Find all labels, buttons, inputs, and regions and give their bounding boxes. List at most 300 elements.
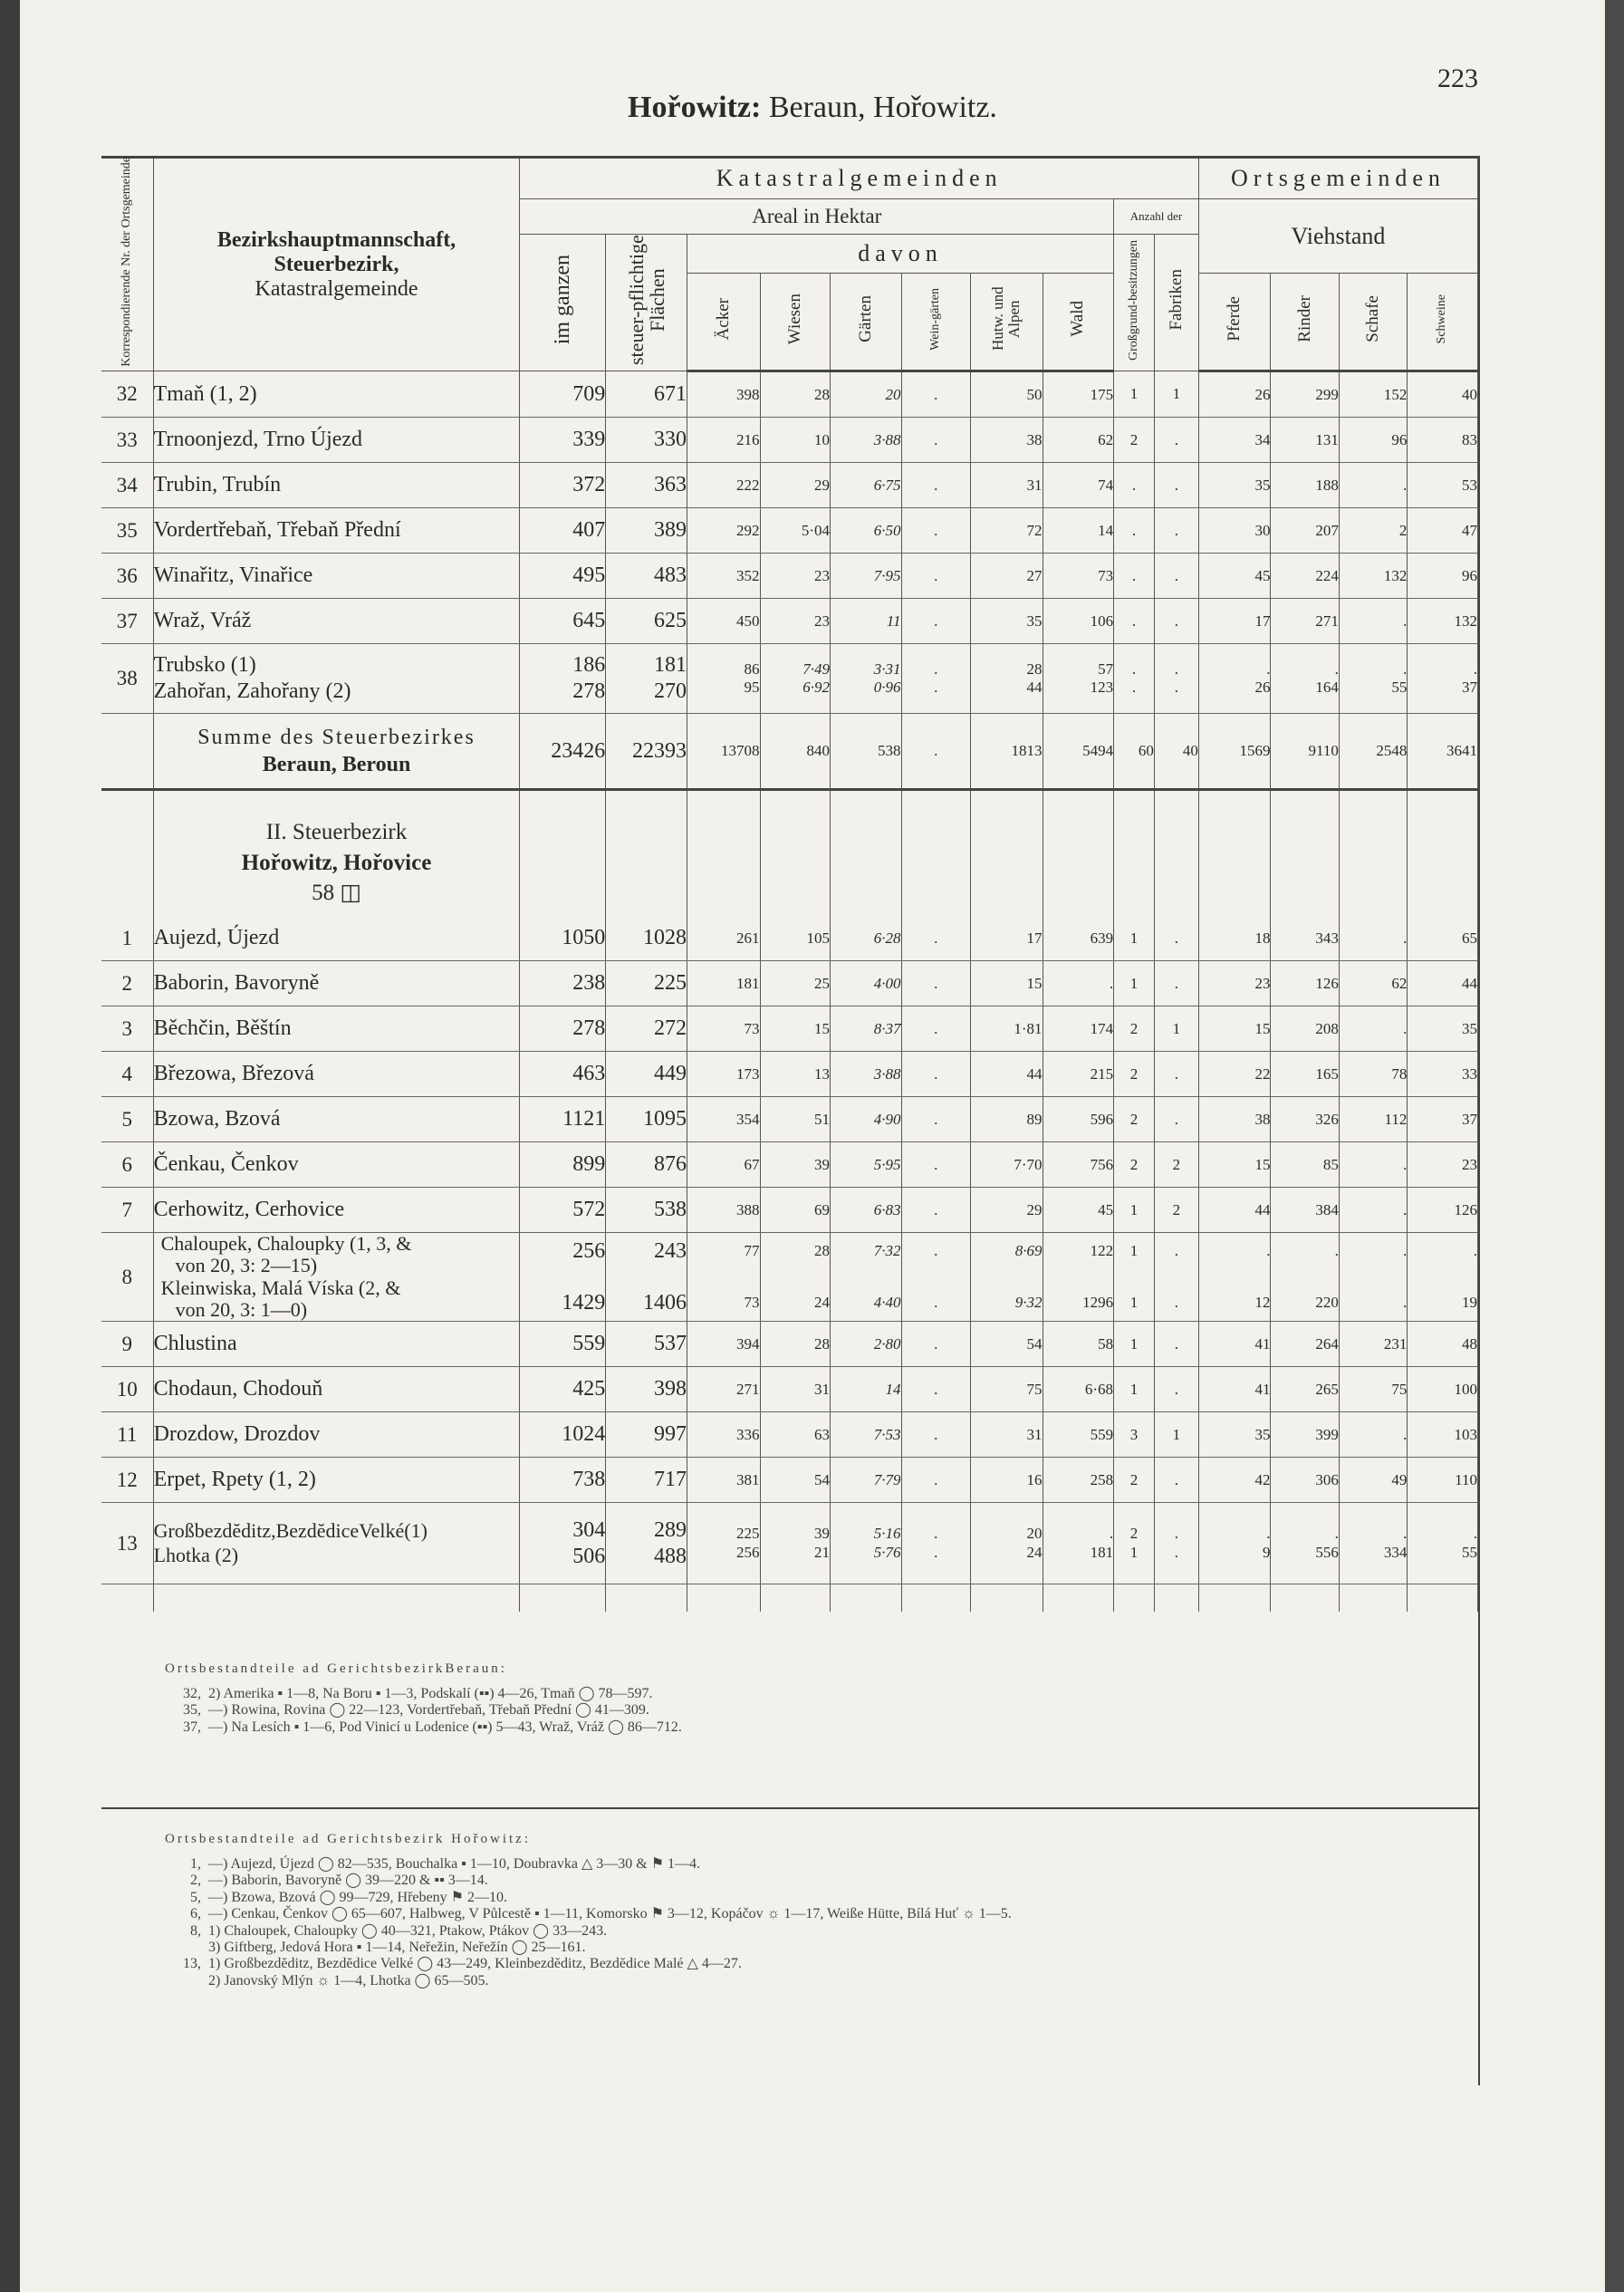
table-cell-part: Chaloupek, Chaloupky (1, 3, & — [160, 1232, 412, 1256]
table-cell-part — [687, 1233, 760, 1322]
table-cell-part — [1114, 644, 1155, 714]
col-hutw — [971, 274, 1043, 371]
table-cell-part: . — [1131, 679, 1137, 696]
cell-a: 67 — [687, 1142, 760, 1188]
cell-gt: 7·53 — [831, 1412, 902, 1458]
cell-wa: 58 — [1043, 1322, 1114, 1367]
notes-beraun — [165, 1661, 682, 1736]
cell-wa: 62 — [1043, 418, 1114, 463]
cell-r: 224 — [1271, 554, 1339, 599]
table-cell-part — [831, 1584, 902, 1612]
cell-a: 394 — [687, 1322, 760, 1367]
col-steuer — [606, 235, 687, 371]
table-cell-part — [1114, 1242, 1154, 1312]
cell-gr: 3 — [1114, 1412, 1155, 1458]
areal-header: Areal in Hektar — [520, 199, 1114, 235]
cell-w: 25 — [760, 961, 831, 1006]
cell-h: 44 — [971, 1052, 1043, 1097]
cell-wa: 106 — [1043, 599, 1114, 644]
cell-h: 72 — [971, 508, 1043, 554]
cell-r: 384 — [1271, 1188, 1339, 1233]
cell-w: 54 — [760, 1458, 831, 1503]
davon-header — [687, 235, 1113, 274]
cell-gt: 20 — [831, 371, 902, 418]
table-cell-part — [520, 1517, 605, 1570]
table-cell-part — [1340, 1525, 1407, 1562]
cell-g: 425 — [520, 1367, 606, 1412]
table-cell-part: 488 — [653, 1544, 687, 1568]
table-cell-part — [154, 652, 520, 705]
table-cell-part: . — [1334, 1242, 1339, 1260]
cell-sw: 83 — [1408, 418, 1478, 463]
table-cell-part: . — [1131, 660, 1137, 678]
cell-p: 22 — [1198, 1052, 1271, 1097]
table-cell-part: 60 — [1114, 714, 1155, 790]
cell-p: 41 — [1198, 1322, 1271, 1367]
table-cell-part — [1155, 1242, 1198, 1312]
table-cell-part: 4·40 — [873, 1293, 901, 1311]
table-cell-part — [1043, 1233, 1114, 1322]
note-line — [165, 1873, 1012, 1889]
cell-sw: 96 — [1408, 554, 1478, 599]
table-cell-part: 7·32 — [873, 1242, 901, 1260]
table-cell-part: Fabriken — [1166, 269, 1186, 331]
cell-s: 330 — [606, 418, 687, 463]
cell-sw: 110 — [1408, 1458, 1478, 1503]
table-cell-part — [687, 660, 760, 698]
row-number: 6 — [101, 1142, 153, 1188]
table-cell-part — [1043, 790, 1114, 917]
cell-sc: . — [1339, 1412, 1407, 1458]
cell-wa: 6·68 — [1043, 1367, 1114, 1412]
table-cell-part: . — [1174, 660, 1179, 678]
table-cell-part: 2548 — [1339, 714, 1407, 790]
cell-h: 29 — [971, 1188, 1043, 1233]
cell-wa: 756 — [1043, 1142, 1114, 1188]
table-cell-part: 5·76 — [873, 1543, 901, 1561]
cell-sc: 62 — [1339, 961, 1407, 1006]
cell-sc: 132 — [1339, 554, 1407, 599]
cell-r: 207 — [1271, 508, 1339, 554]
note-line — [165, 1973, 1012, 1989]
table-cell-part: 289 — [653, 1517, 687, 1542]
table-cell-part: 256 — [572, 1238, 606, 1263]
page-title-bold: Hořowitz: — [628, 91, 762, 124]
table-cell-part: . — [1473, 1242, 1477, 1260]
table-cell-part — [831, 660, 901, 698]
table-cell-part: 1569 — [1198, 714, 1271, 790]
table-cell-part — [831, 1525, 901, 1562]
left-page-edge — [0, 0, 20, 2292]
table-cell-part — [687, 1242, 760, 1312]
table-cell-part — [687, 1525, 760, 1562]
page-number: 223 — [1437, 63, 1478, 93]
table-cell-part: 77 — [744, 1242, 760, 1260]
table-cell-part: Schweine — [1435, 294, 1449, 344]
page — [20, 0, 1605, 2292]
table-cell-part — [901, 1233, 970, 1322]
cell-we: . — [901, 463, 970, 508]
table-cell-part: 1406 — [642, 1290, 687, 1315]
table-cell-part — [1408, 790, 1478, 917]
table-cell-part: Trubsko (1) — [153, 653, 256, 678]
cell-g: 372 — [520, 463, 606, 508]
col-korr-header — [101, 158, 153, 371]
table-cell-part — [1408, 1584, 1478, 1612]
cell-sc: . — [1339, 599, 1407, 644]
cell-we: . — [901, 418, 970, 463]
table-cell-part — [1155, 1525, 1198, 1562]
cell-p: 38 — [1198, 1097, 1271, 1142]
table-cell-part: steuer-pflichtige Flächen — [624, 235, 668, 365]
cell-r: 131 — [1271, 418, 1339, 463]
cell-s: 398 — [606, 1367, 687, 1412]
cell-r: 165 — [1271, 1052, 1339, 1097]
table-cell-part: 1 — [1129, 1543, 1139, 1561]
cell-sw: 47 — [1408, 508, 1478, 554]
table-cell-part: . — [901, 714, 970, 790]
table-cell-part — [901, 1503, 970, 1584]
table-cell-part — [1408, 1242, 1477, 1312]
table-cell-part: . — [1174, 1242, 1179, 1260]
cell-sc: . — [1339, 463, 1407, 508]
table-cell-part: 13708 — [687, 714, 760, 790]
cell-wa: 45 — [1043, 1188, 1114, 1233]
cell-p: 23 — [1198, 961, 1271, 1006]
cell-gr: . — [1114, 508, 1155, 554]
col-acker — [687, 274, 760, 371]
cell-h: 54 — [971, 1322, 1043, 1367]
table-cell-part: Beraun, Beroun — [262, 753, 411, 776]
cell-p: 41 — [1198, 1367, 1271, 1412]
table-cell-part: Steuerbezirk, — [274, 252, 399, 276]
table-cell-part: 55 — [1462, 1543, 1477, 1561]
table-cell-part — [971, 1503, 1043, 1584]
cell-h: 7·70 — [971, 1142, 1043, 1188]
table-cell-part: Wald — [1068, 301, 1088, 337]
row-number: 4 — [101, 1052, 153, 1097]
row-number: 7 — [101, 1188, 153, 1233]
table-cell-part — [1271, 1233, 1339, 1322]
cell-h: 50 — [971, 371, 1043, 418]
table-cell-part — [760, 644, 831, 714]
table-cell-part: 3641 — [1408, 714, 1478, 790]
cell-w: 5·04 — [760, 508, 831, 554]
table-cell-part — [153, 1503, 520, 1584]
cell-wa: 73 — [1043, 554, 1114, 599]
table-cell-part — [606, 644, 687, 714]
table-cell-part: 1 — [1129, 1293, 1139, 1311]
table-cell-part: Summe des Steuerbezirkes — [197, 726, 476, 749]
table-cell-part: 86 — [744, 660, 760, 678]
table-cell-part: Hutw. und Alpen — [989, 286, 1023, 352]
note-text: —) Rowina, Rovina ◯ 22—123, Vordertřebaň, Třebaň Přední ◯ 41—309. — [208, 1702, 649, 1719]
cell-s: 483 — [606, 554, 687, 599]
table-cell-part — [520, 1233, 606, 1322]
table-cell-part — [606, 652, 687, 705]
table-cell-part — [1114, 1503, 1155, 1584]
table-row — [101, 1006, 1478, 1052]
statistics-table — [101, 156, 1478, 1612]
cell-a: 73 — [687, 1006, 760, 1052]
table-cell-part — [1154, 644, 1198, 714]
table-cell-part: im ganzen — [550, 255, 574, 345]
cell-sc: 231 — [1339, 1322, 1407, 1367]
table-cell-part: . — [1403, 1525, 1408, 1543]
cell-h: 16 — [971, 1458, 1043, 1503]
cell-f: . — [1154, 1458, 1198, 1503]
row-number: 35 — [101, 508, 153, 554]
table-cell-part: 73 — [744, 1293, 760, 1311]
cell-we: . — [901, 599, 970, 644]
note-text: 1) Großbezdĕditz, Bezdĕdice Velké ◯ 43—249, Kleinbezdĕditz, Bezdĕdice Malé △ 4—27. — [208, 1956, 742, 1972]
table-cell-part — [153, 1233, 520, 1322]
table-cell-part: 123 — [1090, 679, 1114, 696]
cell-wa: 74 — [1043, 463, 1114, 508]
table-cell-part: Korrespondierende Nr. der Ortsgemeinde — [119, 157, 133, 367]
col-pferde — [1198, 274, 1271, 371]
cell-w: 28 — [760, 1322, 831, 1367]
cell-w: 23 — [760, 599, 831, 644]
table-cell-part: Hořowitz, Hořovice — [241, 850, 432, 875]
table-row — [101, 1367, 1478, 1412]
cell-p: 45 — [1198, 554, 1271, 599]
cell-sc: 75 — [1339, 1367, 1407, 1412]
table-row — [101, 508, 1478, 554]
cell-sc: . — [1339, 1188, 1407, 1233]
table-cell-part — [1043, 644, 1114, 714]
table-cell-part: 225 — [736, 1525, 760, 1543]
table-cell-part: 21 — [814, 1543, 831, 1561]
table-cell-part: . — [1174, 679, 1179, 696]
note-text: —) Aujezd, Újezd ◯ 82—535, Bouchalka ▪ 1—10, Doubravka △ 3—30 & ⚑ 1—4. — [208, 1856, 701, 1872]
table-cell-part — [1198, 1584, 1271, 1612]
table-cell-part: 6·92 — [802, 679, 831, 696]
table-cell-part: . — [1473, 1525, 1477, 1543]
cell-a: 336 — [687, 1412, 760, 1458]
table-cell-part — [1114, 1233, 1155, 1322]
table-cell-part: davon — [858, 240, 943, 266]
cell-sc: 96 — [1339, 418, 1407, 463]
table-cell-part — [1339, 1503, 1407, 1584]
table-cell-part: . — [1174, 1543, 1179, 1561]
table-cell-part — [1408, 644, 1478, 714]
row-number: 5 — [101, 1097, 153, 1142]
cell-f: 1 — [1154, 1006, 1198, 1052]
cell-s: 363 — [606, 463, 687, 508]
table-cell-part: Rinder — [1294, 295, 1314, 342]
cell-g: 559 — [520, 1322, 606, 1367]
cell-f: . — [1154, 599, 1198, 644]
table-cell-part — [1043, 1242, 1114, 1312]
table-cell-part: . — [934, 660, 938, 678]
row-number: 34 — [101, 463, 153, 508]
cell-wa: 175 — [1043, 371, 1114, 418]
cell-g: 1050 — [520, 916, 606, 961]
table-cell-part — [1408, 1503, 1478, 1584]
cell-sw: 65 — [1408, 916, 1478, 961]
table-cell-part — [971, 1242, 1043, 1312]
note-number: 32, — [183, 1686, 201, 1701]
cell-we: . — [901, 961, 970, 1006]
table-cell-part: 13 — [101, 1503, 153, 1584]
cell-gt: 4·90 — [831, 1097, 902, 1142]
cell-s: 671 — [606, 371, 687, 418]
note-text: 1) Chaloupek, Chaloupky ◯ 40—321, Ptakow, Ptákov ◯ 33—243. — [208, 1922, 608, 1939]
cell-gr: . — [1114, 463, 1155, 508]
cell-a: 398 — [687, 371, 760, 418]
table-cell-part: von 20, 3: 1—0) — [175, 1297, 308, 1321]
table-cell-part — [687, 644, 760, 714]
table-cell-part: 538 — [831, 714, 902, 790]
cell-gt: 8·37 — [831, 1006, 902, 1052]
cell-r: 326 — [1271, 1097, 1339, 1142]
anzahl-header: Anzahl der — [1114, 199, 1199, 235]
cell-f: . — [1154, 1322, 1198, 1367]
table-cell-part: 5494 — [1043, 714, 1114, 790]
table-cell-part: 181 — [653, 653, 687, 678]
cell-gr: 1 — [1114, 961, 1155, 1006]
table-cell-part: 9 — [1262, 1543, 1271, 1561]
table-cell-part — [1114, 790, 1155, 917]
cell-gr: 2 — [1114, 1458, 1155, 1503]
table-cell-part: . — [1334, 660, 1339, 678]
row-number: 32 — [101, 371, 153, 418]
cell-sw: 132 — [1408, 599, 1478, 644]
table-row — [101, 916, 1478, 961]
cell-p: 15 — [1198, 1142, 1271, 1188]
table-cell-part: . — [1334, 1525, 1339, 1543]
table-cell-part: 186 — [572, 653, 606, 678]
table-cell-part — [153, 790, 520, 917]
table-cell-part — [1198, 1233, 1271, 1322]
table-cell-part: Großbezdĕditz,BezdĕdiceVelké(1) — [153, 1519, 428, 1543]
note-number: 35, — [183, 1702, 201, 1719]
cell-w: 23 — [760, 554, 831, 599]
sum-row — [101, 714, 1478, 790]
table-cell-part — [687, 1503, 760, 1584]
table-cell-part — [1043, 1525, 1114, 1562]
note-number: 5, — [190, 1889, 201, 1905]
row-number: 11 — [101, 1412, 153, 1458]
table-cell-part — [1340, 1242, 1407, 1312]
cell-s: 997 — [606, 1412, 687, 1458]
cell-gt: 3·88 — [831, 418, 902, 463]
table-cell-part — [1199, 1242, 1271, 1312]
table-cell-part: 270 — [653, 679, 687, 703]
cell-w: 31 — [760, 1367, 831, 1412]
notes-divider — [101, 1807, 1478, 1809]
cell-sc: . — [1339, 1142, 1407, 1188]
cell-h: 27 — [971, 554, 1043, 599]
table-cell-part — [761, 660, 831, 698]
table-cell-part: 1813 — [971, 714, 1043, 790]
page-title — [20, 91, 1605, 125]
cell-wa: 258 — [1043, 1458, 1114, 1503]
table-cell-part: Äcker — [713, 297, 733, 341]
cell-w: 39 — [760, 1142, 831, 1188]
table-cell-part — [1198, 644, 1271, 714]
col-wein — [901, 274, 970, 371]
cell-sc: 152 — [1339, 371, 1407, 418]
cell-s: 389 — [606, 508, 687, 554]
col-rinder — [1271, 274, 1339, 371]
cell-gt: 6·28 — [831, 916, 902, 961]
table-cell-part — [1408, 660, 1477, 698]
table-cell-part: 95 — [744, 679, 760, 696]
cell-s: 1028 — [606, 916, 687, 961]
cell-h: 75 — [971, 1367, 1043, 1412]
cell-h: 1·81 — [971, 1006, 1043, 1052]
cell-g: 407 — [520, 508, 606, 554]
table-cell-part — [687, 790, 760, 917]
cell-sc: . — [1339, 916, 1407, 961]
row-name: Baborin, Bavoryně — [153, 961, 520, 1006]
table-cell-part — [901, 1584, 970, 1612]
cell-w: 69 — [760, 1188, 831, 1233]
col-wald — [1043, 274, 1114, 371]
table-cell-part: 24 — [814, 1293, 831, 1311]
table-row-38 — [101, 644, 1478, 714]
cell-wa: 596 — [1043, 1097, 1114, 1142]
cell-sw: 48 — [1408, 1322, 1478, 1367]
table-cell-part — [1043, 660, 1114, 698]
col-wiesen — [760, 274, 831, 371]
row-name: Chodaun, Chodouň — [153, 1367, 520, 1412]
table-cell-part: 5·16 — [873, 1525, 901, 1543]
cell-p: 42 — [1198, 1458, 1271, 1503]
cell-we: . — [901, 371, 970, 418]
cell-we: . — [901, 1412, 970, 1458]
cell-gr: 1 — [1114, 916, 1155, 961]
row-number: 36 — [101, 554, 153, 599]
cell-r: 265 — [1271, 1367, 1339, 1412]
table-cell-part — [1154, 1584, 1198, 1612]
table-cell-part — [901, 790, 970, 917]
table-cell-part: 1296 — [1082, 1293, 1114, 1311]
cell-g: 709 — [520, 371, 606, 418]
table-cell-part — [1114, 1584, 1155, 1612]
cell-w: 15 — [760, 1006, 831, 1052]
table-row — [101, 1322, 1478, 1367]
table-cell-part — [902, 1242, 970, 1312]
table-row — [101, 418, 1478, 463]
table-cell-part: 9·32 — [1014, 1293, 1043, 1311]
cell-w: 28 — [760, 371, 831, 418]
table-cell-part: . — [934, 1293, 938, 1311]
cell-w: 29 — [760, 463, 831, 508]
table-cell-part: Wein-gärten — [927, 287, 942, 351]
table-row — [101, 554, 1478, 599]
table-row — [101, 1097, 1478, 1142]
cell-gr: 2 — [1114, 1142, 1155, 1188]
table-cell-part — [971, 790, 1043, 917]
cell-sc: 112 — [1339, 1097, 1407, 1142]
table-cell-part — [520, 652, 605, 705]
cell-sw: 35 — [1408, 1006, 1478, 1052]
table-cell-part: 164 — [1315, 679, 1339, 696]
cell-f: . — [1154, 1052, 1198, 1097]
table-cell-part — [831, 1503, 902, 1584]
cell-sw: 126 — [1408, 1188, 1478, 1233]
cell-h: 15 — [971, 961, 1043, 1006]
note-line — [165, 1856, 1012, 1873]
cell-s: 272 — [606, 1006, 687, 1052]
table-cell-part: 39 — [814, 1525, 831, 1543]
table-cell-part: 37 — [1462, 679, 1477, 696]
row-name: Chlustina — [153, 1322, 520, 1367]
cell-f: . — [1154, 1367, 1198, 1412]
